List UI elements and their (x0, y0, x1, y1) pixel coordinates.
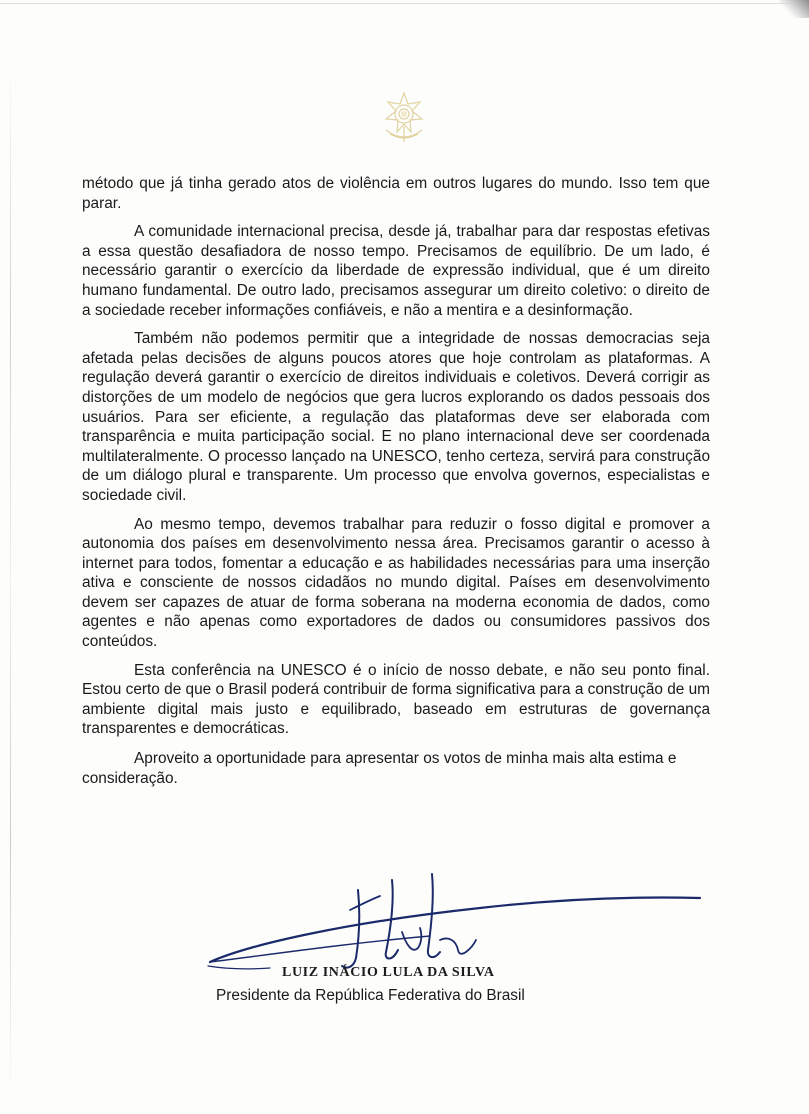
paragraph-international-community: A comunidade internacional precisa, desde já, trabalhar para dar respostas efetivas a essa questão desafiadora de nosso tempo. Precisamos de equilíbrio. De um lado, é necessário garantir o exercício da liberdade de expressão individual, que é um direito humano fundamental. De outro lado, precisamos assegurar um direito coletivo: o direito de a sociedade receber informações confiáveis, e não a mentira e a desinformação. (82, 223, 710, 319)
signer-name: LUIZ INÁCIO LULA DA SILVA (282, 965, 495, 980)
paragraph-democracy-regulation: Também não podemos permitir que a integridade de nossas democracias seja afetada pelas decisões de alguns poucos atores que hoje controlam as plataformas. A regulação deverá garantir o exercício de direitos individuais e coletivos. Deverá corrigir as distorções de um modelo de negócios que gera lucros explorando os dados pessoais dos usuários. Para ser eficiente, a regulação das plataformas deve ser elaborada com transparência e muita participação social. E no plano internacional deve ser coordenada multilateralmente. O processo lançado na UNESCO, tenho certeza, servirá para construção de um diálogo plural e transparente. Um processo que envolva governos, especialistas e sociedade civil. (82, 330, 710, 504)
scan-edge-left (10, 60, 11, 1100)
scan-corner-shadow (779, 0, 809, 18)
paragraph-continuation: método que já tinha gerado atos de violência em outros lugares do mundo. Isso tem que parar. (82, 175, 710, 212)
signature-block (180, 870, 740, 1030)
letter-body (82, 174, 710, 797)
paragraph-closing: Aproveito a oportunidade para apresentar os votos de minha mais alta estima e consideração. (82, 750, 677, 787)
signer-title: Presidente da República Federativa do Brasil (216, 987, 525, 1004)
paragraph-conference: Esta conferência na UNESCO é o início de nosso debate, e não seu ponto final. Estou certo de que o Brasil poderá contribuir de forma significativa para a construção de um ambiente digital mais justo e equilibrado, baseado em estruturas de governança transparentes e democráticas. (82, 661, 710, 738)
coat-of-arms-emblem (378, 90, 430, 146)
paragraph-digital-divide: Ao mesmo tempo, devemos trabalhar para reduzir o fosso digital e promover a autonomia dos países em desenvolvimento nessa área. Precisamos garantir o acesso à internet para todos, fomentar a educação e as habilidades necessárias para uma inserção ativa e consciente de nossos cidadãos no mundo digital. Países em desenvolvimento devem ser capazes de atuar de forma soberana na moderna economia de dados, como agentes e não apenas como exportadores de dados ou consumidores passivos dos conteúdos. (82, 515, 710, 651)
scan-edge-top (0, 3, 809, 4)
